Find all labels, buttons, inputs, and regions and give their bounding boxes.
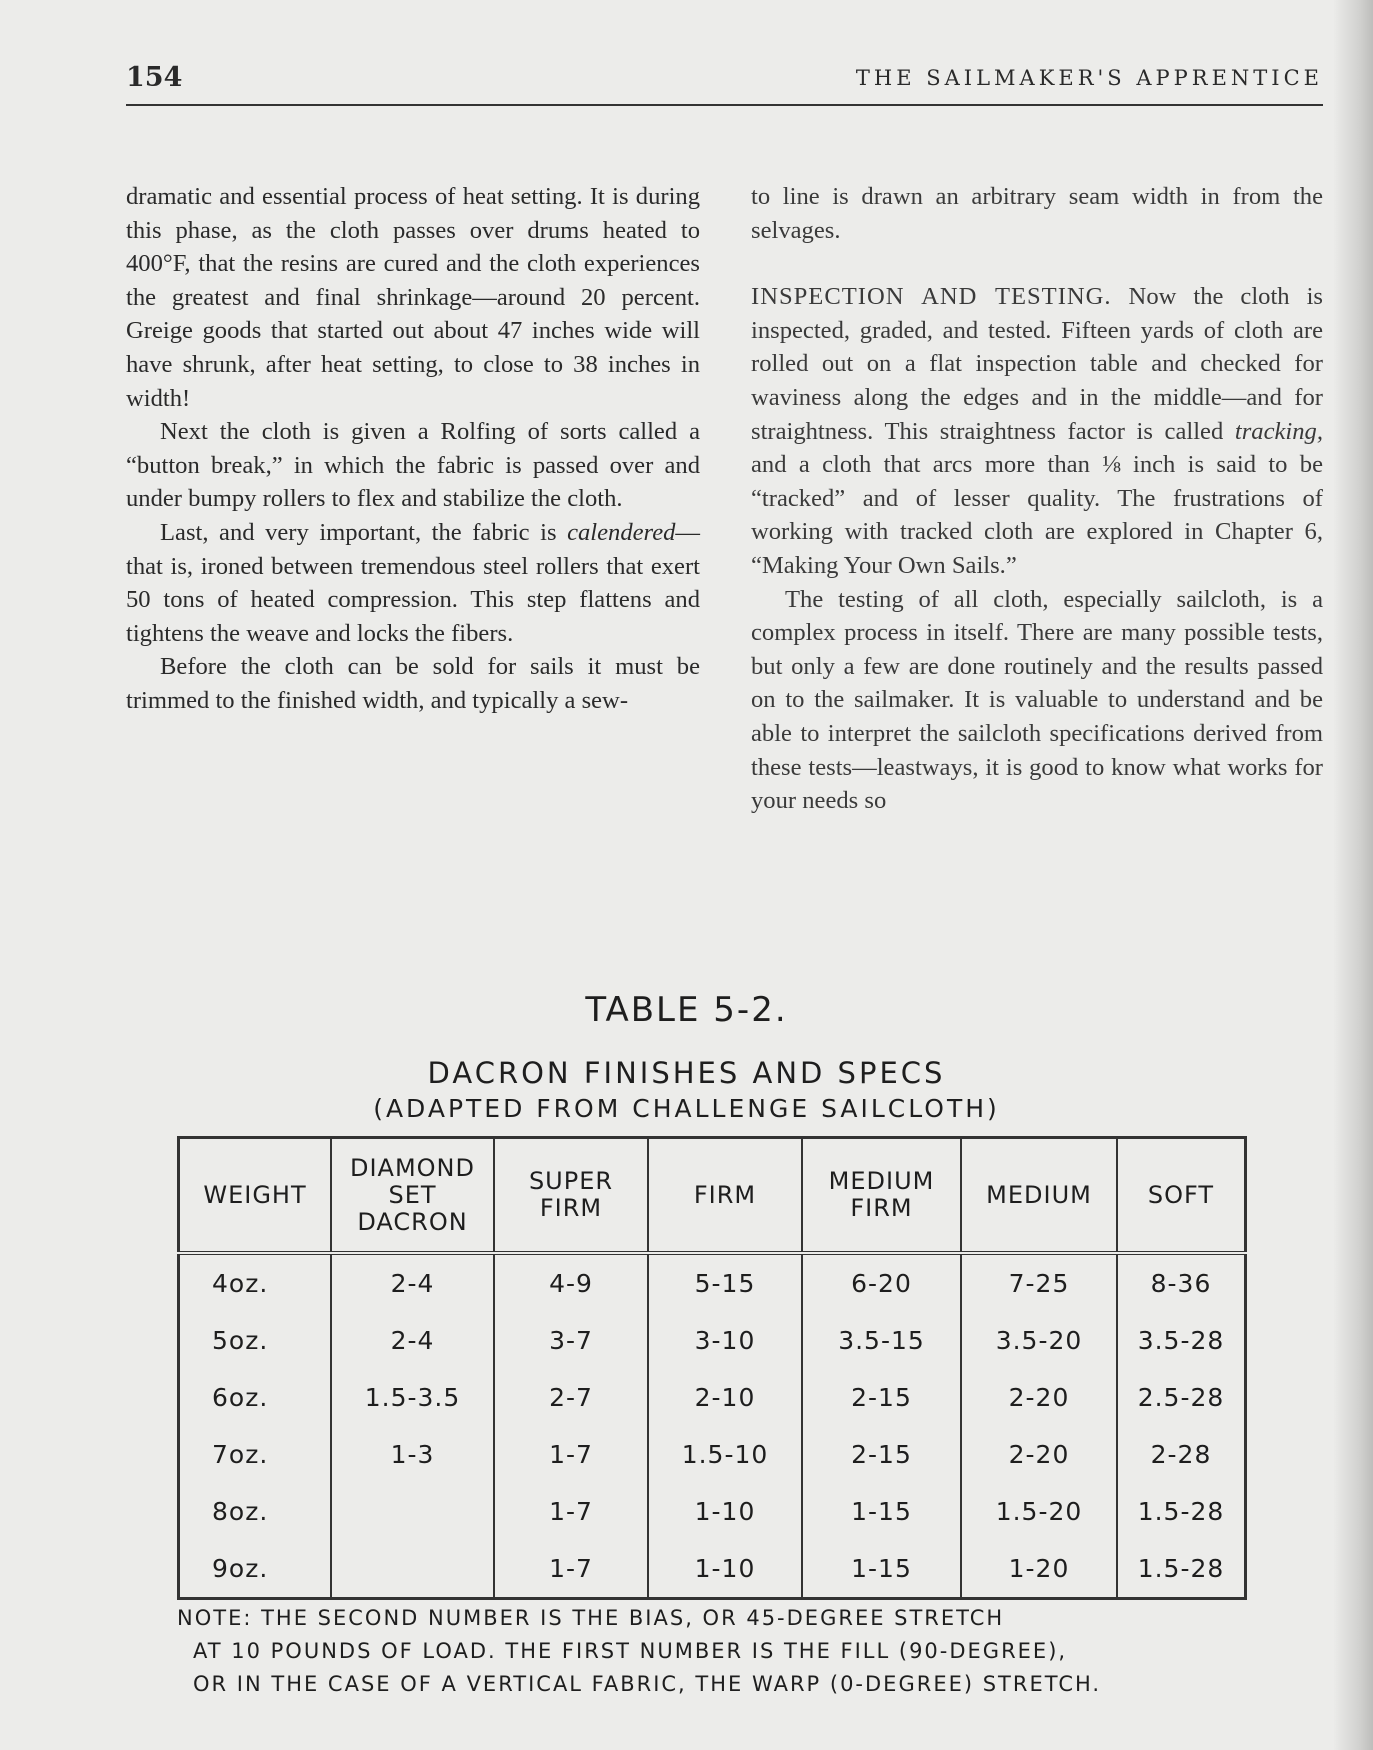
table-cell: 1.5-10 bbox=[648, 1426, 802, 1483]
table-cell: 2-28 bbox=[1117, 1426, 1246, 1483]
table-cell: 3.5-28 bbox=[1117, 1312, 1246, 1369]
table-cell: 3-7 bbox=[494, 1312, 648, 1369]
table-cell: 1-10 bbox=[648, 1540, 802, 1599]
col-header-diamond-set-dacron: DIAMOND SET DACRON bbox=[331, 1138, 494, 1254]
table-cell: 7-25 bbox=[961, 1253, 1117, 1312]
table-row bbox=[179, 1426, 1246, 1483]
table-header-row bbox=[179, 1138, 1246, 1254]
table-subtitle-line1: DACRON FINISHES AND SPECS bbox=[427, 1056, 946, 1090]
table-cell: 1-3 bbox=[331, 1426, 494, 1483]
paragraph: to line is drawn an arbitrary seam width in from the selvages. bbox=[751, 183, 1323, 244]
table-cell: 1-7 bbox=[494, 1540, 648, 1599]
table-cell: 1.5-28 bbox=[1117, 1483, 1246, 1540]
table-cell: 2-15 bbox=[802, 1369, 961, 1426]
paragraph: The testing of all cloth, especially sailcloth, is a complex process in itself. There are many possible tests, but only a few are done routinely and the results passed on to the sailmaker. It is valuable to understand and be able to interpret the sailcloth specifications derived from these tests—leastways, it is good to know what works for your needs so bbox=[751, 585, 1323, 815]
table-cell: 1.5-3.5 bbox=[331, 1369, 494, 1426]
paragraph: Before the cloth can be sold for sails it must be trimmed to the finished width, and typically a sew- bbox=[126, 653, 700, 714]
table-note-line: AT 10 POUNDS OF LOAD. THE FIRST NUMBER IS THE FILL (90-DEGREE), bbox=[193, 1639, 1068, 1663]
table-cell: 1-20 bbox=[961, 1540, 1117, 1599]
page-number: 154 bbox=[126, 62, 183, 93]
table-cell: 1-7 bbox=[494, 1483, 648, 1540]
table-cell: 1-7 bbox=[494, 1426, 648, 1483]
table-cell: 2-20 bbox=[961, 1426, 1117, 1483]
table-row bbox=[179, 1369, 1246, 1426]
table-cell: 8-36 bbox=[1117, 1253, 1246, 1312]
left-column bbox=[126, 180, 700, 718]
table-cell: 2-4 bbox=[331, 1312, 494, 1369]
col-header-weight: WEIGHT bbox=[179, 1138, 332, 1254]
table-cell: 4oz. bbox=[179, 1253, 332, 1312]
table-row bbox=[179, 1253, 1246, 1312]
running-head: THE SAILMAKER'S APPRENTICE bbox=[855, 66, 1323, 90]
col-header-medium-firm: MEDIUM FIRM bbox=[802, 1138, 961, 1254]
table-note bbox=[177, 1602, 1257, 1701]
paragraph: INSPECTION AND TESTING. Now the cloth is inspected, graded, and tested. Fifteen yards of cloth are rolled out on a flat inspection table and checked for waviness along the edges and in the middle—and for straightness. This straightness factor is called tracking, and a cloth that arcs more than ⅛ inch is said to be “tracked” and of lesser quality. The frustrations of working with tracked cloth are explored in Chapter 6, “Making Your Own Sails.” bbox=[751, 283, 1323, 579]
table-cell: 5-15 bbox=[648, 1253, 802, 1312]
col-header-medium: MEDIUM bbox=[961, 1138, 1117, 1254]
table-cell: 7oz. bbox=[179, 1426, 332, 1483]
paragraph: dramatic and essential process of heat setting. It is during this phase, as the cloth passes over drums heated to 400°F, that the resins are cured and the cloth experiences the greatest and final shrinkage—around 20 percent. Greige goods that started out about 47 inches wide will have shrunk, after heat setting, to close to 38 inches in width! bbox=[126, 183, 700, 412]
italic-term: tracking, bbox=[1234, 417, 1323, 445]
table-cell: 3.5-20 bbox=[961, 1312, 1117, 1369]
italic-term: calendered bbox=[567, 518, 676, 546]
table-cell: 3-10 bbox=[648, 1312, 802, 1369]
table-cell: 6-20 bbox=[802, 1253, 961, 1312]
table-cell: 3.5-15 bbox=[802, 1312, 961, 1369]
table-cell: 2-4 bbox=[331, 1253, 494, 1312]
table-row bbox=[179, 1540, 1246, 1599]
table-note-line: OR IN THE CASE OF A VERTICAL FABRIC, THE WARP (0-DEGREE) STRETCH. bbox=[193, 1672, 1102, 1696]
table-cell: 1-15 bbox=[802, 1540, 961, 1599]
dacron-specs-table bbox=[177, 1136, 1247, 1600]
col-header-firm: FIRM bbox=[648, 1138, 802, 1254]
table-cell: 1.5-28 bbox=[1117, 1540, 1246, 1599]
table-cell: 2.5-28 bbox=[1117, 1369, 1246, 1426]
page-header bbox=[126, 58, 1323, 106]
section-heading: INSPECTION AND TESTING. bbox=[751, 283, 1112, 311]
table-cell: 2-10 bbox=[648, 1369, 802, 1426]
col-header-soft: SOFT bbox=[1117, 1138, 1246, 1254]
table-cell: 9oz. bbox=[179, 1540, 332, 1599]
table-subtitle bbox=[0, 1055, 1373, 1127]
col-header-super-firm: SUPER FIRM bbox=[494, 1138, 648, 1254]
table-cell: 6oz. bbox=[179, 1369, 332, 1426]
page-edge-shadow bbox=[1333, 0, 1373, 1750]
table-cell: 2-7 bbox=[494, 1369, 648, 1426]
paragraph: Last, and very important, the fabric is calendered—that is, ironed between tremendous steel rollers that exert 50 tons of heated compression. This step flattens and tightens the weave and locks the fibers. bbox=[126, 518, 700, 647]
table-note-line: NOTE: THE SECOND NUMBER IS THE BIAS, OR 45-DEGREE STRETCH bbox=[177, 1606, 1005, 1630]
table-cell: 2-15 bbox=[802, 1426, 961, 1483]
table-cell: 4-9 bbox=[494, 1253, 648, 1312]
table-cell bbox=[331, 1483, 494, 1540]
table-row bbox=[179, 1312, 1246, 1369]
table-cell: 8oz. bbox=[179, 1483, 332, 1540]
table-cell: 1.5-20 bbox=[961, 1483, 1117, 1540]
paragraph: Next the cloth is given a Rolfing of sorts called a “button break,” in which the fabric is passed over and under bumpy rollers to flex and stabilize the cloth. bbox=[126, 418, 700, 513]
table-row bbox=[179, 1483, 1246, 1540]
table-subtitle-line2: (ADAPTED FROM CHALLENGE SAILCLOTH) bbox=[373, 1094, 1000, 1123]
table-cell: 5oz. bbox=[179, 1312, 332, 1369]
table-cell: 1-10 bbox=[648, 1483, 802, 1540]
table-cell: 1-15 bbox=[802, 1483, 961, 1540]
table-cell: 2-20 bbox=[961, 1369, 1117, 1426]
right-column bbox=[751, 180, 1323, 818]
table-cell bbox=[331, 1540, 494, 1599]
table-title: TABLE 5-2. bbox=[585, 990, 788, 1030]
